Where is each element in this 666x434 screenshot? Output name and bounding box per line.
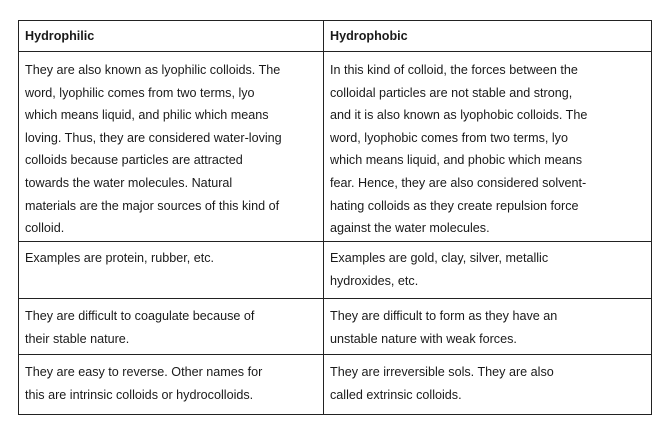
cell-text-line: hating colloids as they create repulsion force (330, 198, 579, 213)
table-row (19, 242, 652, 299)
cell-text-line: colloids because particles are attracted (25, 153, 243, 168)
table-cell (19, 355, 324, 415)
cell-text-line: They are easy to reverse. Other names for (25, 365, 263, 379)
table-cell (324, 242, 652, 299)
cell-text-line: They are irreversible sols. They are also (330, 365, 554, 379)
cell-text-line: In this kind of colloid, the forces between the (330, 63, 578, 77)
cell-text-line: which means liquid, and philic which means (25, 108, 269, 123)
comparison-table (18, 20, 652, 415)
cell-text-line: fear. Hence, they are also considered solvent- (330, 175, 587, 190)
cell-text-line: against the water molecules. (330, 221, 490, 236)
cell-text-line: unstable nature with weak forces. (330, 331, 517, 346)
header-row (19, 21, 652, 52)
cell-text-line: They are difficult to form as they have an (330, 309, 558, 323)
cell-text-line: Examples are gold, clay, silver, metallic (330, 251, 549, 265)
table-row (19, 299, 652, 355)
table-cell (19, 299, 324, 355)
cell-text-line: this are intrinsic colloids or hydrocolloids. (25, 387, 254, 402)
cell-text-line: hydroxides, etc. (330, 273, 419, 288)
cell-text-line: towards the water molecules. Natural (25, 175, 233, 190)
table-cell (19, 52, 324, 242)
cell-text-line: They are also known as lyophilic colloids. The (25, 63, 281, 77)
table-cell (19, 242, 324, 299)
cell-text-line: called extrinsic colloids. (330, 387, 462, 402)
cell-text-line: Examples are protein, rubber, etc. (25, 251, 215, 265)
cell-text-line: their stable nature. (25, 331, 130, 346)
cell-text-line: loving. Thus, they are considered water-loving (25, 130, 282, 145)
header-hydrophobic: Hydrophobic (324, 21, 652, 52)
cell-text-line: colloidal particles are not stable and strong, (330, 85, 573, 100)
table-row (19, 52, 652, 242)
table-cell (324, 355, 652, 415)
cell-text-line: colloid. (25, 221, 65, 236)
cell-text-line: word, lyophobic comes from two terms, lyo (330, 130, 568, 145)
table-cell (324, 52, 652, 242)
table-cell (324, 299, 652, 355)
cell-text-line: word, lyophilic comes from two terms, lyo (25, 85, 255, 100)
cell-text-line: which means liquid, and phobic which means (330, 153, 583, 168)
header-hydrophilic: Hydrophilic (19, 21, 324, 52)
cell-text-line: materials are the major sources of this kind of (25, 198, 280, 213)
cell-text-line: and it is also known as lyophobic colloids. The (330, 108, 588, 123)
table-row (19, 355, 652, 415)
cell-text-line: They are difficult to coagulate because of (25, 309, 255, 323)
